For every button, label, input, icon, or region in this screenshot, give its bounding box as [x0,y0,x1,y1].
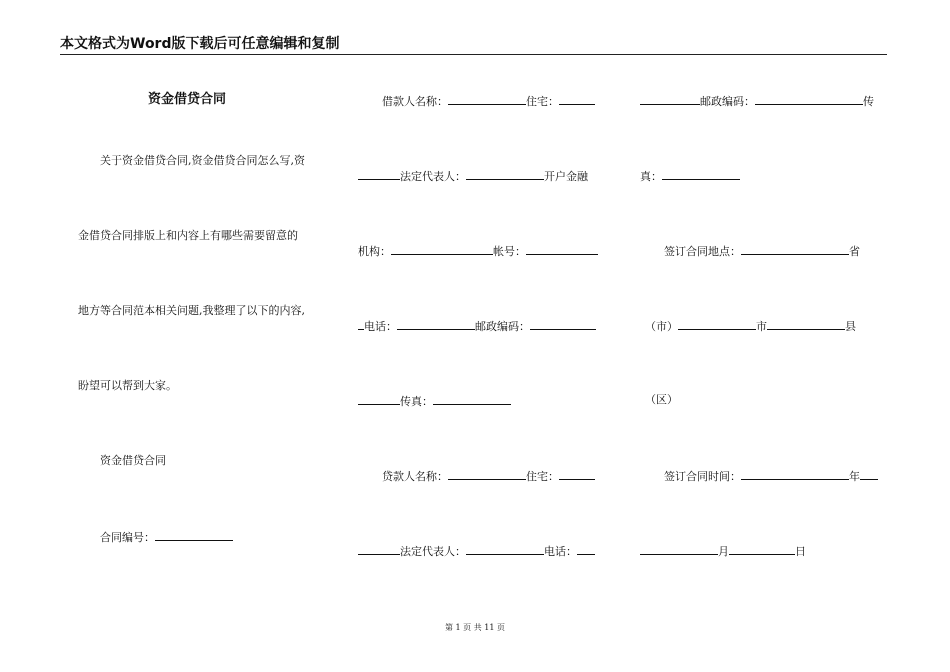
city-blank [678,318,756,330]
borrower-residence-blank [559,93,595,105]
borrower-name-line [382,93,595,109]
continuation-blank [358,543,400,555]
borrower-postcode-blank [530,318,596,330]
borrower-legal-rep-line [358,168,588,184]
year-blank [741,468,849,480]
province-blank [741,243,849,255]
intro-line-4: 盼望可以帮到大家。 [78,379,177,392]
continuation-blank [358,168,400,180]
year-tail-blank [860,468,878,480]
province-label: 省 [849,245,860,258]
intro-line-2: 金借贷合同排版上和内容上有哪些需要留意的 [78,229,298,242]
borrower-fax-blank [433,393,511,405]
lender-legal-rep-line [358,543,595,559]
district-line [645,393,678,407]
document-header: 本文格式为Word版下载后可任意编辑和复制 [60,36,340,52]
year-label: 年 [849,470,860,483]
lender-residence-label: 住宅： [526,470,559,483]
intro-line-3: 地方等合同范本相关问题,我整理了以下的内容, [78,304,305,317]
intro-line-1: 关于资金借贷合同,资金借贷合同怎么写,资 [100,154,305,167]
postcode-label: 邮政编码： [700,95,755,108]
contract-number-label: 合同编号： [100,531,155,544]
borrower-fax-line [358,393,511,409]
day-blank [729,543,795,555]
fax-label-part1: 传 [863,95,874,108]
bank-label-part2: 机构： [358,245,391,258]
city-label: 市 [756,320,767,333]
document-title: 资金借贷合同 [148,92,227,107]
borrower-legal-rep-label: 法定代表人： [400,170,466,183]
contract-number-line [100,529,233,545]
lender-phone-label: 电话： [544,545,577,558]
borrower-phone-label: 电话： [364,320,397,333]
header-divider [60,54,887,55]
month-label: 月 [718,545,729,558]
borrower-phone-line [358,318,596,334]
city-county-line [645,318,856,334]
month-blank [640,543,718,555]
borrower-postcode-label: 邮政编码： [475,320,530,333]
month-day-line [640,543,806,559]
lender-legal-rep-blank [466,543,544,555]
county-label: 县 [845,320,856,333]
page-footer: 第 1 页 共 11 页 [445,623,505,632]
fax-label-part2: 真： [640,170,662,183]
day-label: 日 [795,545,806,558]
borrower-fax-label: 传真： [400,395,433,408]
contract-number-blank [155,529,233,541]
lender-name-label: 贷款人名称： [382,470,448,483]
lender-name-line [382,468,595,484]
account-blank [526,243,598,255]
sign-time-line [664,468,878,484]
district-label: （区） [645,393,678,406]
borrower-name-blank [448,93,526,105]
postcode-blank [755,93,863,105]
county-blank [767,318,845,330]
account-label: 帐号： [493,245,526,258]
sign-place-label: 签订合同地点： [664,245,741,258]
continuation-blank [358,393,400,405]
bank-account-line [358,243,598,259]
borrower-fax-line-2 [640,168,740,184]
fax-blank [662,168,740,180]
borrower-residence-label: 住宅： [526,95,559,108]
bank-blank [391,243,493,255]
sign-place-line [664,243,860,259]
lender-residence-blank [559,468,595,480]
borrower-name-label: 借款人名称： [382,95,448,108]
sign-time-label: 签订合同时间： [664,470,741,483]
borrower-phone-blank [397,318,475,330]
lender-name-blank [448,468,526,480]
borrower-legal-rep-blank [466,168,544,180]
borrower-postcode-line [640,93,874,109]
city-paren-label: （市） [645,320,678,333]
contract-heading: 资金借贷合同 [100,454,166,467]
continuation-blank [640,93,700,105]
lender-legal-rep-label: 法定代表人： [400,545,466,558]
lender-phone-blank [577,543,595,555]
bank-label-part1: 开户金融 [544,170,588,183]
